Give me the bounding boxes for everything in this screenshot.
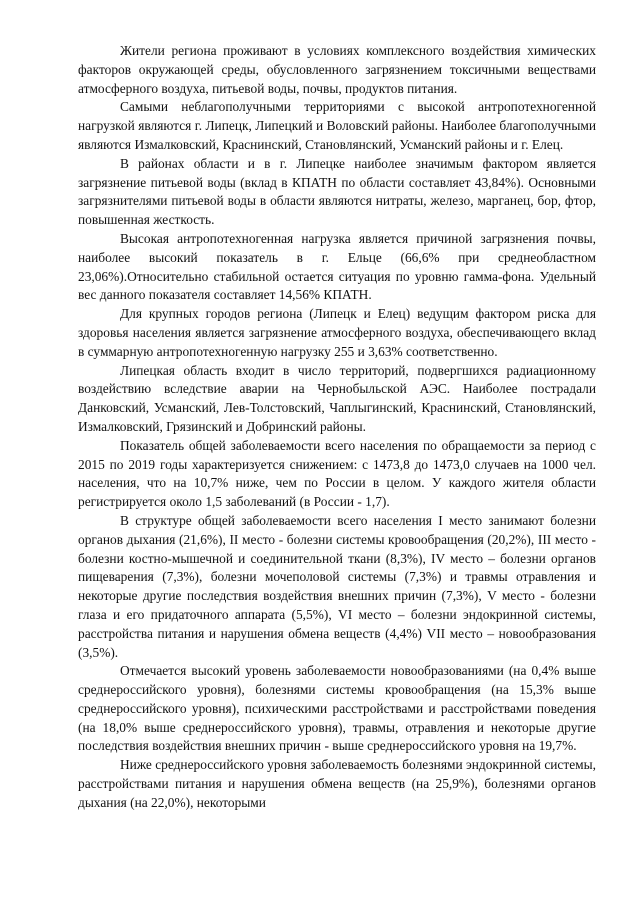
paragraph-drinking-water: В районах области и в г. Липецке наиболее значимым фактором является загрязнение питьевой воды (вклад в КПАТН по области составляет 43,84%). Основными загрязнителями питьевой воды в области являются нитраты, железо, марганец, бор, фтор, повышенная жесткость. [78,155,596,228]
paragraph-soil: Высокая антропотехногенная нагрузка является причиной загрязнения почвы, наиболее высокий показатель в г. Ельце (66,6% при среднеобластном 23,06%).Относительно стабильной остается ситуация по уровню гамма-фона. Удельный вес данного показателя составляет 14,56% КПАТН. [78,230,596,303]
paragraph-low-morbidity: Ниже среднероссийского уровня заболеваемость болезнями эндокринной системы, расстройствами питания и нарушения обмена веществ (на 25,9%), болезнями органов дыхания (на 22,0%), некоторыми [78,757,596,810]
paragraph-pollution-factors: Жители региона проживают в условиях комплексного воздействия химических факторов окружающей среды, обусловленного загрязнением токсичными веществами атмосферного воздуха, питьевой воды, почвы, продуктов питания. [78,43,596,96]
paragraph-morbidity-rate: Показатель общей заболеваемости всего населения по обращаемости за период с 2015 по 2019 годы характеризуется снижением: с 1473,8 до 1473,0 случаев на 1000 чел. населения, что на 10,7% ниже, чем по России в целом. У каждого жителя области регистрируется около 1,5 заболеваний (в России - 1,7). [78,437,596,510]
paragraph-morbidity-structure: В структуре общей заболеваемости всего населения I место занимают болезни органов дыхания (21,6%), II место - болезни системы кровообращения (20,2%), III место - болезни костно-мышечной и соединительной ткани (8,3%), IV место – болезни органов пищеварения (7,3%), болезни мочеполовой системы (7,3%) и травмы отравления и некоторые другие последствия воздействия внешних причин (7,3%), V место - болезни глаза и его придаточного аппарата (5,5%), VI место – болезни эндокринной системы, расстройства питания и нарушения обмена веществ (4,4%) VII место – новообразования (3,5%). [78,512,596,660]
paragraph-territories: Самыми неблагополучными территориями с высокой антропотехногенной нагрузкой являются г. Липецк, Липецкий и Воловский районы. Наиболее благополучными являются Измалковский, Краснинский, Становлянский, Усманский районы и г. Елец. [78,99,596,152]
paragraph-air: Для крупных городов региона (Липецк и Елец) ведущим фактором риска для здоровья населения является загрязнение атмосферного воздуха, обеспечивающего вклад в суммарную антропотехногенную нагрузку 255 и 3,63% соответственно. [78,306,596,359]
paragraph-high-morbidity: Отмечается высокий уровень заболеваемости новообразованиями (на 0,4% выше среднероссийского уровня), болезнями системы кровообращения (на 15,3% выше среднероссийского уровня), психическими расстройствами и расстройствами поведения (на 18,0% выше среднероссийского уровня), травмы, отравления и некоторые другие последствия воздействия внешних причин - выше среднероссийского уровня на 19,7%. [78,663,596,754]
document-body [78,42,596,813]
paragraph-chernobyl: Липецкая область входит в число территорий, подвергшихся радиационному воздействию вследствие аварии на Чернобыльской АЭС. Наиболее пострадали Данковский, Усманский, Лев-Толстовский, Чаплыгинский, Краснинский, Становлянский, Измалковский, Грязинский и Добринский районы. [78,362,596,434]
